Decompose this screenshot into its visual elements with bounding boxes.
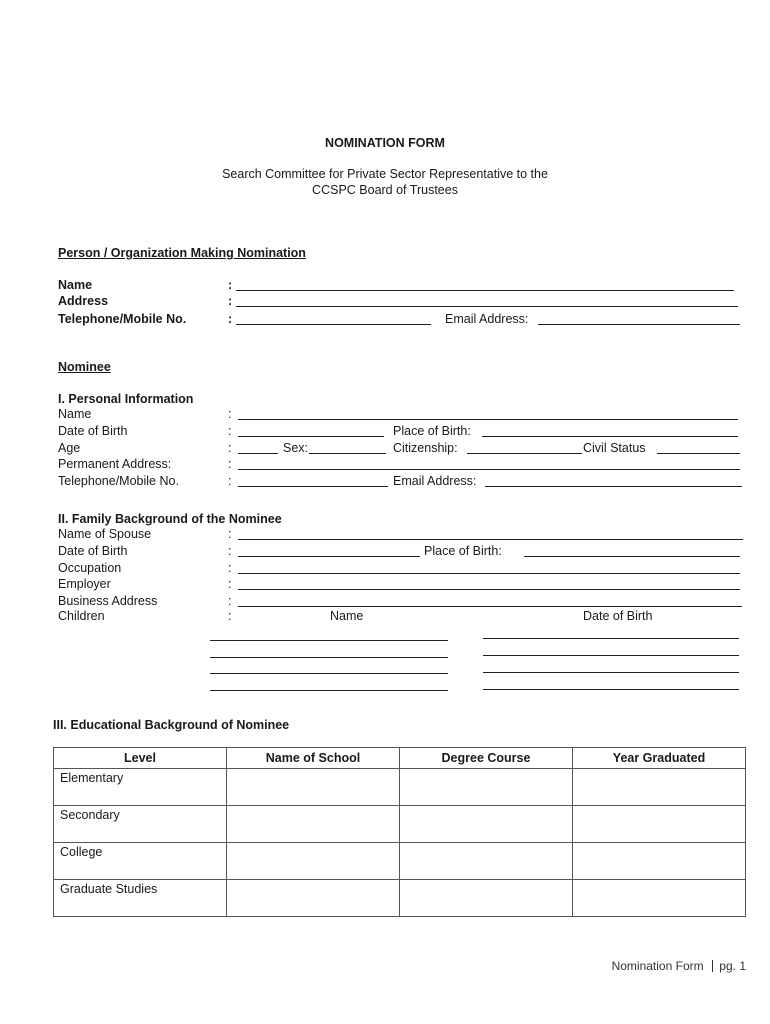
personal-phone-label: Telephone/Mobile No.: [58, 474, 179, 488]
degree-cell[interactable]: [400, 843, 573, 880]
nominee-heading: Nominee: [58, 360, 111, 374]
children-dob-column-label: Date of Birth: [583, 609, 653, 623]
personal-age-field[interactable]: [238, 453, 278, 454]
degree-cell[interactable]: [400, 769, 573, 806]
personal-email-label: Email Address:: [393, 474, 477, 488]
family-business-address-field[interactable]: [238, 606, 742, 607]
family-spouse-field[interactable]: [238, 539, 743, 540]
personal-sex-label: Sex:: [283, 441, 309, 455]
personal-phone-field[interactable]: [238, 486, 388, 487]
child-name-field-1[interactable]: [210, 640, 448, 641]
level-cell: Elementary: [54, 769, 227, 806]
children-name-column-label: Name: [330, 609, 364, 623]
table-row: [54, 880, 746, 917]
year-cell[interactable]: [573, 806, 746, 843]
personal-civil-status-field[interactable]: [657, 453, 740, 454]
nominator-heading: Person / Organization Making Nomination: [58, 246, 306, 260]
colon: :: [228, 424, 232, 438]
degree-cell[interactable]: [400, 880, 573, 917]
personal-name-label: Name: [58, 407, 92, 421]
education-heading: III. Educational Background of Nominee: [53, 718, 290, 732]
child-dob-field-1[interactable]: [483, 638, 739, 639]
page-number: pg. 1: [719, 959, 746, 973]
level-cell: Secondary: [54, 806, 227, 843]
nominator-address-label: Address: [58, 294, 109, 308]
colon: :: [228, 278, 233, 292]
family-occupation-field[interactable]: [238, 573, 740, 574]
colon: :: [228, 527, 232, 541]
form-subtitle-line1: Search Committee for Private Sector Representative to the: [222, 167, 548, 181]
family-pob-field[interactable]: [524, 556, 740, 557]
colon: :: [228, 577, 232, 591]
personal-age-label: Age: [58, 441, 81, 455]
family-spouse-label: Name of Spouse: [58, 527, 152, 541]
nominator-name-field[interactable]: [236, 290, 734, 291]
personal-email-field[interactable]: [485, 486, 742, 487]
colon: :: [228, 457, 232, 471]
personal-info-heading: I. Personal Information: [58, 392, 194, 406]
family-occupation-label: Occupation: [58, 561, 122, 575]
personal-citizenship-field[interactable]: [467, 453, 582, 454]
education-table: [53, 747, 746, 917]
column-header-degree: Degree Course: [400, 748, 573, 769]
child-dob-field-2[interactable]: [483, 655, 739, 656]
level-cell: Graduate Studies: [54, 880, 227, 917]
personal-sex-field[interactable]: [309, 453, 386, 454]
nominator-phone-label: Telephone/Mobile No.: [58, 312, 187, 326]
colon: :: [228, 594, 232, 608]
child-dob-field-4[interactable]: [483, 689, 739, 690]
child-name-field-3[interactable]: [210, 673, 448, 674]
column-header-level: Level: [54, 748, 227, 769]
colon: :: [228, 561, 232, 575]
table-row: [54, 843, 746, 880]
child-name-field-4[interactable]: [210, 690, 448, 691]
school-cell[interactable]: [227, 880, 400, 917]
personal-address-field[interactable]: [238, 469, 740, 470]
nominator-email-field[interactable]: [538, 324, 740, 325]
school-cell[interactable]: [227, 769, 400, 806]
family-employer-label: Employer: [58, 577, 111, 591]
colon: :: [228, 407, 232, 421]
personal-address-label: Permanent Address:: [58, 457, 172, 471]
nominator-address-field[interactable]: [236, 306, 738, 307]
nominator-email-label: Email Address:: [445, 312, 529, 326]
personal-citizenship-label: Citizenship:: [393, 441, 458, 455]
footer-text: Nomination Form: [611, 959, 704, 973]
colon: :: [228, 544, 232, 558]
child-name-field-2[interactable]: [210, 657, 448, 658]
form-title: NOMINATION FORM: [325, 136, 445, 150]
nominator-name-label: Name: [58, 278, 93, 292]
level-cell: College: [54, 843, 227, 880]
column-header-year: Year Graduated: [573, 748, 746, 769]
column-header-school: Name of School: [227, 748, 400, 769]
year-cell[interactable]: [573, 769, 746, 806]
colon: :: [228, 294, 233, 308]
table-row: [54, 806, 746, 843]
personal-name-field[interactable]: [238, 419, 738, 420]
form-subtitle-line2: CCSPC Board of Trustees: [312, 183, 458, 197]
colon: :: [228, 312, 233, 326]
family-employer-field[interactable]: [238, 589, 740, 590]
personal-pob-field[interactable]: [482, 436, 738, 437]
education-table-header: [54, 748, 746, 769]
family-dob-field[interactable]: [238, 556, 420, 557]
personal-dob-label: Date of Birth: [58, 424, 128, 438]
family-heading: II. Family Background of the Nominee: [58, 512, 282, 526]
footer-separator: [712, 960, 713, 972]
page-footer: [612, 959, 746, 973]
school-cell[interactable]: [227, 843, 400, 880]
colon: :: [228, 474, 232, 488]
family-business-address-label: Business Address: [58, 594, 158, 608]
family-pob-label: Place of Birth:: [424, 544, 502, 558]
school-cell[interactable]: [227, 806, 400, 843]
year-cell[interactable]: [573, 843, 746, 880]
family-children-label: Children: [58, 609, 105, 623]
child-dob-field-3[interactable]: [483, 672, 739, 673]
personal-dob-field[interactable]: [238, 436, 384, 437]
colon: :: [228, 609, 232, 623]
year-cell[interactable]: [573, 880, 746, 917]
personal-civil-status-label: Civil Status: [583, 441, 646, 455]
degree-cell[interactable]: [400, 806, 573, 843]
table-row: [54, 769, 746, 806]
nominator-phone-field[interactable]: [236, 324, 431, 325]
colon: :: [228, 441, 232, 455]
family-dob-label: Date of Birth: [58, 544, 128, 558]
personal-pob-label: Place of Birth:: [393, 424, 471, 438]
